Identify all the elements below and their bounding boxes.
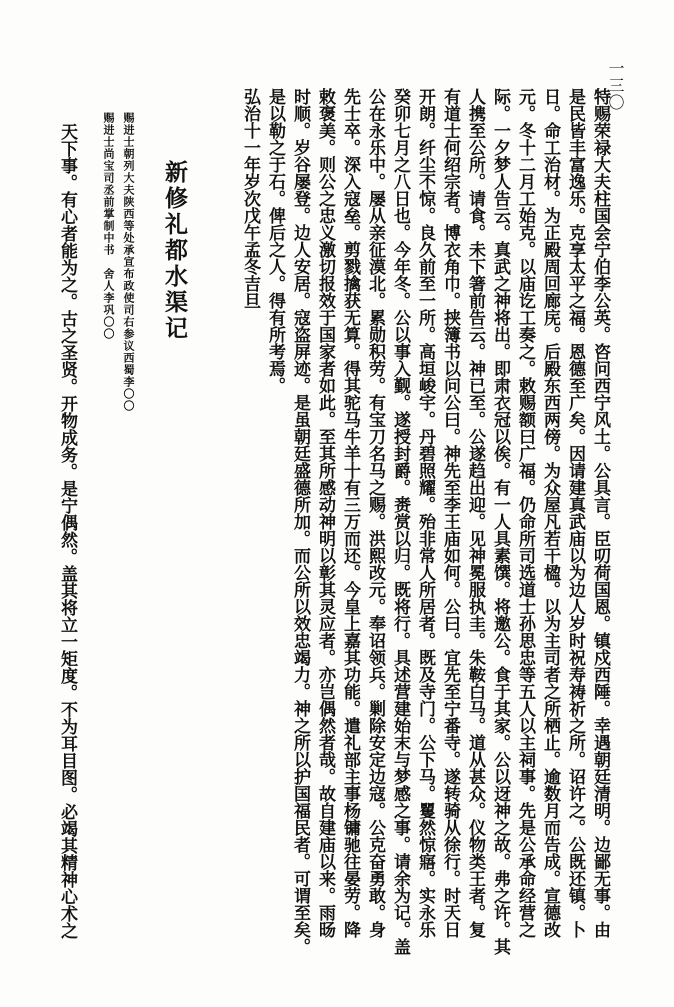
page-number: 一三〇 xyxy=(606,60,625,111)
date-line: 弘治十一年岁次戊午孟冬吉旦 xyxy=(240,88,260,309)
text-column: 是以勒之于石。俾后之人。得有所考焉。 xyxy=(265,88,285,394)
text-column: 敕褒美。则公之忠义激切报效于国家者如此。至其所感动神明以彰其灵应者。亦岂偶然者哉。故自建庙以来。雨旸 xyxy=(315,88,335,938)
text-column: 先士卒。深入寇垒。剪戮擒获无算。得其驼马牛羊十有三万而还。今皇上嘉其功能。遣礼部主事杨镛驰往晏劳。降 xyxy=(340,88,360,938)
author-credit: 赐进士朝列大夫陕西等处承宣布政使司右参议西蜀李〇〇 xyxy=(122,112,135,412)
text-column: 特赐荣禄大夫柱国会宁伯李公英。咨问西宁风土。公具言。臣叨荷国恩。镇戍西陲。幸遇朝廷清明。边鄙无事。由 xyxy=(590,88,610,938)
text-column: 时顺。岁谷屡登。边人安居。寇盗屏迹。是虽朝廷盛德所加。而公所以效忠竭力。神之所以护国福民者。可谓至矣。 xyxy=(290,88,310,955)
text-column: 人携至公所。请食。未下箸前告云。神已至。公遂趋出迎。见神冕服执圭。朱鞍白马。道从甚众。仪物类王者。复 xyxy=(465,88,485,938)
text-column: 癸卯七月之八日也。今年冬。公以事入觐。遂授封爵。赉赏以归。既将行。具述营建始末与梦感之事。请余为记。盖 xyxy=(390,88,410,955)
text-column: 是民皆丰富逸乐。克享太平之福。恩德至广矣。因请建真武庙以为边人岁时祝寿祷祈之所。诏许之。公既还镇。卜 xyxy=(565,88,585,938)
text-column: 元。冬十二月工始克。以庙讫工奏之。敕赐额曰广福。仍命所司选道士孙思忠等五人以主祠事。先是公承命经营之 xyxy=(515,88,535,938)
text-column: 有道士何绍宗者。博衣角巾。挟簿书以问公曰。神先至李王庙如何。公曰。宜先至宁番寺。遂转骑从徐行。时天日 xyxy=(440,88,460,938)
text-column: 开朗。纤尘不惊。良久前至一所。高垣峻宇。丹碧照耀。殆非常人所居者。既及寺门。公下马。矍然惊寤。实永乐 xyxy=(415,88,435,938)
text-column: 日。命工治材。为正殿周回廊庑。后殿东西两傍。为众屋凡若干楹。以为主司者之所栖止。逾数月而告成。宣德改 xyxy=(540,88,560,938)
article-title: 新修礼都水渠记 xyxy=(161,160,188,342)
author-credit: 赐进士尚宝司丞前掌制中书 舍人李巩〇〇 xyxy=(102,112,115,340)
text-column: 际。一夕梦人告云。真武之神将出。即肃衣冠以俟。有一人具素馔。将邀公。食于其家。公以迓神之故。弗之许。其 xyxy=(490,88,510,955)
text-column: 公在永乐中。屡从亲征漠北。累勋积劳。有宝刀名马之赐。洪熙改元。奉诏领兵。剿除安定边寇。公克奋勇敢。身 xyxy=(365,88,385,938)
text-column: 天下事。有心者能为之。古之圣贤。开物成务。是宁偶然。盖其将立一矩度。不为耳目图。必竭其精神心术之 xyxy=(57,123,77,939)
